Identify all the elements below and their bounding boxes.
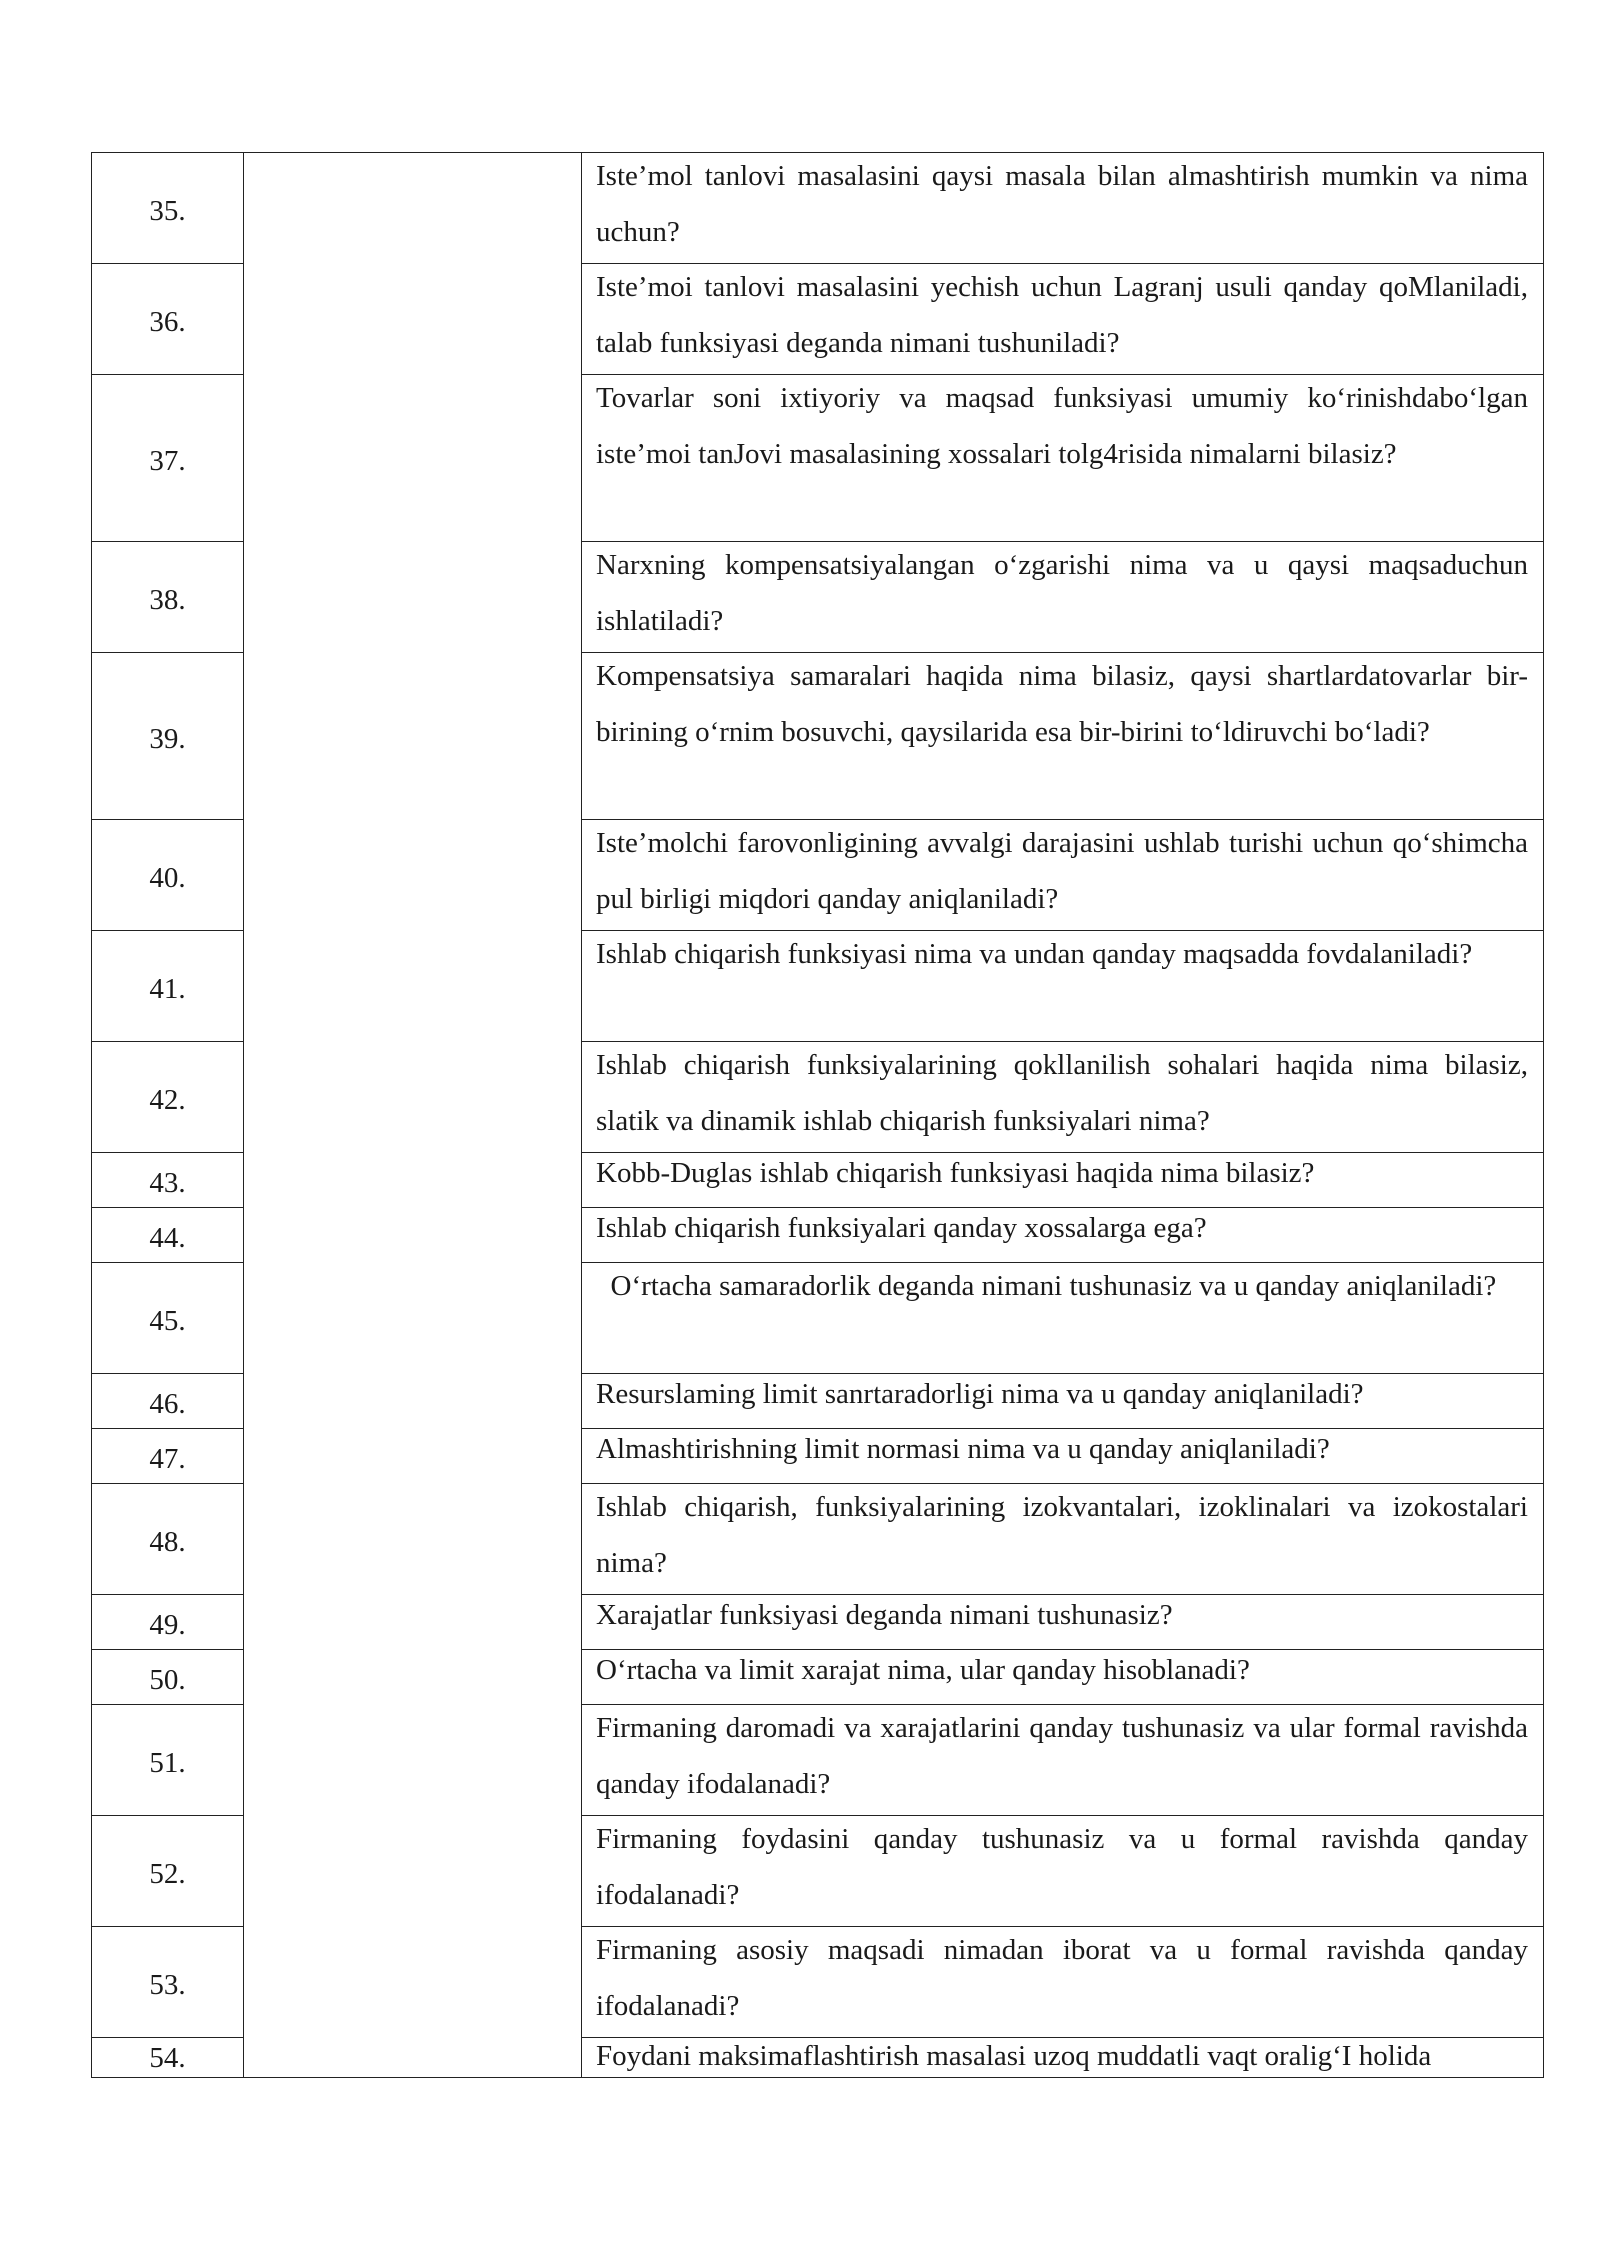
row-number: 43. bbox=[92, 1153, 244, 1208]
question-text: O‘rtacha samaradorlik deganda nimani tushunasiz va u qanday aniqlaniladi? bbox=[582, 1263, 1544, 1374]
row-number: 41. bbox=[92, 931, 244, 1042]
question-text: Iste’mol tanlovi masalasini qaysi masala bilan almashtirish mumkin va nima uchun? bbox=[582, 153, 1544, 264]
question-text: Firmaning asosiy maqsadi nimadan iborat va u formal ravishda qanday ifodalanadi? bbox=[582, 1927, 1544, 2038]
question-text: Tovarlar soni ixtiyoriy va maqsad funksiyasi umumiy ko‘rinishdabo‘lgan iste’moi tanJovi masalasining xossalari tolg4risida nimalarni bilasiz? bbox=[582, 375, 1544, 542]
question-text: Iste’molchi farovonligining avvalgi darajasini ushlab turishi uchun qo‘shimcha pul birligi miqdori qanday aniqlaniladi? bbox=[582, 820, 1544, 931]
question-text: Almashtirishning limit normasi nima va u qanday aniqlaniladi? bbox=[582, 1429, 1544, 1484]
question-text: Firmaning foydasini qanday tushunasiz va u formal ravishda qanday ifodalanadi? bbox=[582, 1816, 1544, 1927]
row-number: 35. bbox=[92, 153, 244, 264]
question-text: Xarajatlar funksiyasi deganda nimani tushunasiz? bbox=[582, 1595, 1544, 1650]
question-text: Ishlab chiqarish funksiyalari qanday xossalarga ega? bbox=[582, 1208, 1544, 1263]
row-number: 38. bbox=[92, 542, 244, 653]
row-number: 36. bbox=[92, 264, 244, 375]
row-number: 48. bbox=[92, 1484, 244, 1595]
row-number: 45. bbox=[92, 1263, 244, 1374]
row-number: 47. bbox=[92, 1429, 244, 1484]
row-number: 40. bbox=[92, 820, 244, 931]
row-number: 52. bbox=[92, 1816, 244, 1927]
questions-table bbox=[91, 152, 1544, 2078]
question-text: Ishlab chiqarish, funksiyalarining izokvantalari, izoklinalari va izokostalari nima? bbox=[582, 1484, 1544, 1595]
question-text: O‘rtacha va limit xarajat nima, ular qanday hisoblanadi? bbox=[582, 1650, 1544, 1705]
question-text: Kompensatsiya samaralari haqida nima bilasiz, qaysi shartlardatovarlar bir-birining o‘rnim bosuvchi, qaysilarida esa bir-birini to‘ldiruvchi bo‘ladi? bbox=[582, 653, 1544, 820]
row-number: 49. bbox=[92, 1595, 244, 1650]
question-text: Resurslaming limit sanrtaradorligi nima va u qanday aniqlaniladi? bbox=[582, 1374, 1544, 1429]
question-text: Narxning kompensatsiyalangan o‘zgarishi nima va u qaysi maqsaduchun ishlatiladi? bbox=[582, 542, 1544, 653]
row-number: 46. bbox=[92, 1374, 244, 1429]
row-number: 53. bbox=[92, 1927, 244, 2038]
row-number: 54. bbox=[92, 2038, 244, 2078]
row-number: 44. bbox=[92, 1208, 244, 1263]
question-text: Ishlab chiqarish funksiyasi nima va undan qanday maqsadda fovdalaniladi? bbox=[582, 931, 1544, 1042]
row-number: 50. bbox=[92, 1650, 244, 1705]
question-text: Iste’moi tanlovi masalasini yechish uchun Lagranj usuli qanday qoMlaniladi, talab funksiyasi deganda nimani tushuniladi? bbox=[582, 264, 1544, 375]
row-number: 51. bbox=[92, 1705, 244, 1816]
question-text: Firmaning daromadi va xarajatlarini qanday tushunasiz va ular formal ravishda qanday ifodalanadi? bbox=[582, 1705, 1544, 1816]
question-text: Ishlab chiqarish funksiyalarining qokllanilish sohalari haqida nima bilasiz, slatik va dinamik ishlab chiqarish funksiyalari nima? bbox=[582, 1042, 1544, 1153]
table-row bbox=[92, 153, 1544, 264]
question-text: Kobb-Duglas ishlab chiqarish funksiyasi haqida nima bilasiz? bbox=[582, 1153, 1544, 1208]
row-number: 39. bbox=[92, 653, 244, 820]
row-number: 37. bbox=[92, 375, 244, 542]
empty-column bbox=[244, 153, 582, 2078]
question-text: Foydani maksimaflashtirish masalasi uzoq muddatli vaqt oralig‘I holida bbox=[582, 2038, 1544, 2078]
row-number: 42. bbox=[92, 1042, 244, 1153]
